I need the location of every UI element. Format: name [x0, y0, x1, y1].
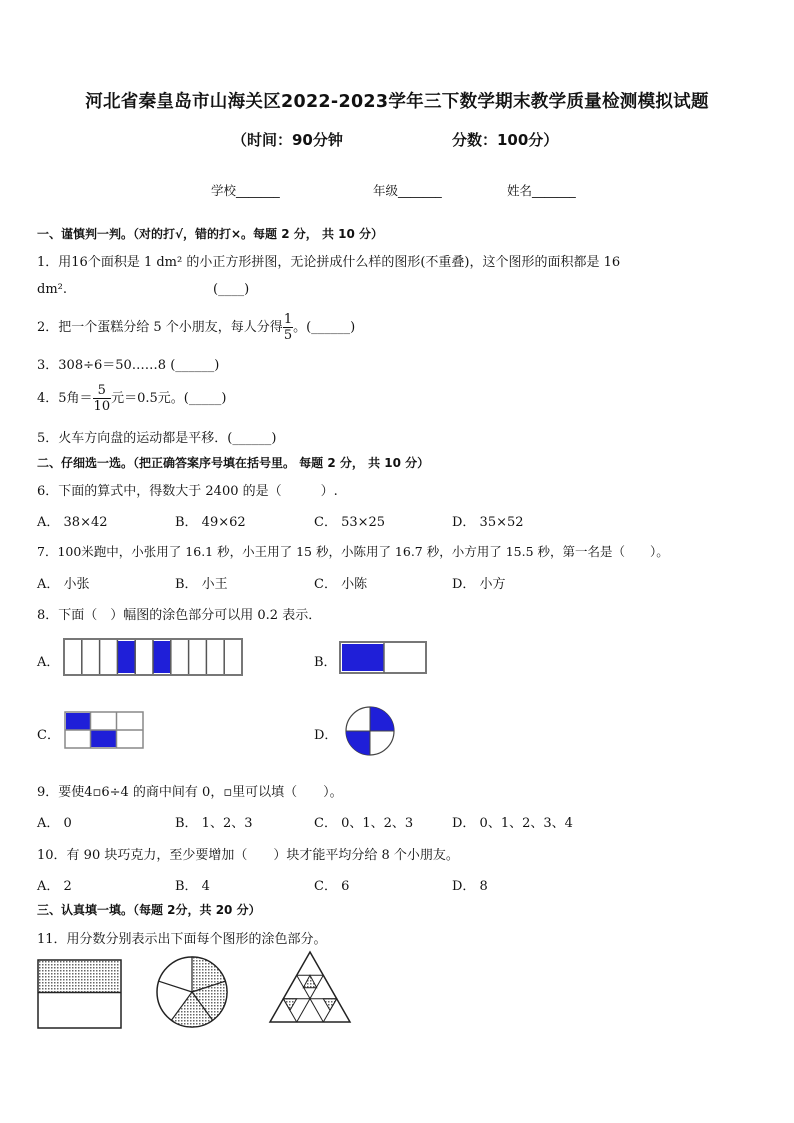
q8-figure-c: [64, 711, 144, 749]
q8-label-c[interactable]: C．: [37, 728, 60, 743]
q6-option-c[interactable]: C． 53×25: [314, 515, 386, 530]
question-8: 8．下面（ ）幅图的涂色部分可以用 0.2 表示．: [37, 608, 322, 623]
grade-field[interactable]: 年级_______: [373, 183, 442, 198]
q7-option-a[interactable]: A． 小张: [37, 577, 90, 592]
q8-figure-a: [63, 638, 243, 676]
q7-option-d[interactable]: D． 小方: [452, 577, 506, 592]
question-2: [37, 313, 355, 342]
q9-option-d[interactable]: D． 0、1、2、3、4: [452, 816, 573, 831]
question-2-blank[interactable]: 。(______): [293, 320, 356, 335]
question-4-blank[interactable]: 元＝0.5元。(_____): [111, 391, 227, 406]
question-4: [37, 384, 226, 413]
fraction-denominator: 5: [283, 328, 293, 343]
q6-option-b[interactable]: B． 49×62: [175, 515, 246, 530]
question-5: 5．火车方向盘的运动都是平移．(______): [37, 431, 277, 446]
q8-figure-b: [339, 641, 427, 674]
q10-option-c[interactable]: C． 6: [314, 879, 350, 894]
fraction-numerator: 1: [283, 312, 293, 327]
fraction-five-tenths: [93, 384, 112, 413]
fraction-one-fifth: [283, 313, 293, 342]
section-1-heading: 一、谨慎判一判。（对的打√，错的打×。每题 2 分， 共 10 分）: [37, 227, 383, 241]
fraction-denominator: 10: [93, 399, 111, 414]
q9-option-b[interactable]: B． 1、2、3: [175, 816, 253, 831]
q11-figure-rectangle: [36, 958, 124, 1030]
q8-label-b[interactable]: B．: [314, 655, 337, 670]
question-4-text: 4．5角＝: [37, 391, 93, 406]
question-1-line1: 1．用16个面积是 1 dm² 的小正方形拼图，无论拼成什么样的图形(不重叠)，这个图形的面积都是 16: [37, 255, 621, 270]
question-1-blank[interactable]: (____): [213, 282, 250, 297]
exam-time: （时间：90分钟: [232, 131, 343, 149]
school-field[interactable]: 学校_______: [211, 183, 280, 198]
section-2-heading: 二、仔细选一选。（把正确答案序号填在括号里。 每题 2 分， 共 10 分）: [37, 456, 430, 470]
fraction-numerator: 5: [93, 384, 112, 399]
question-7: 7．100米跑中，小张用了 16.1 秒，小王用了 15 秒，小陈用了 16.7 秒，小方用了 15.5 秒，第一名是（ ）。: [37, 544, 669, 559]
section-3-heading: 三、认真填一填。（每题 2分，共 20 分）: [37, 903, 261, 917]
question-2-text: 2．把一个蛋糕分给 5 个小朋友，每人分得: [37, 320, 283, 335]
name-field[interactable]: 姓名_______: [507, 183, 576, 198]
q10-option-a[interactable]: A． 2: [37, 879, 72, 894]
q9-option-c[interactable]: C． 0、1、2、3: [314, 816, 414, 831]
q7-option-b[interactable]: B． 小王: [175, 577, 228, 592]
question-6: 6．下面的算式中，得数大于 2400 的是（ ）.: [37, 484, 338, 499]
q6-option-a[interactable]: A． 38×42: [37, 515, 108, 530]
question-11: 11．用分数分别表示出下面每个图形的涂色部分。: [37, 932, 327, 947]
exam-score: 分数：100分）: [452, 131, 559, 149]
q8-figure-d: [344, 705, 396, 757]
q10-option-b[interactable]: B． 4: [175, 879, 210, 894]
question-3: 3．308÷6＝50……8 (______): [37, 358, 220, 373]
q10-option-d[interactable]: D． 8: [452, 879, 488, 894]
q11-figure-circle: [154, 954, 230, 1030]
q7-option-c[interactable]: C． 小陈: [314, 577, 368, 592]
q8-label-a[interactable]: A．: [37, 655, 60, 670]
question-1-line2: dm².: [37, 282, 67, 297]
q9-option-a[interactable]: A． 0: [37, 816, 72, 831]
q8-label-d[interactable]: D．: [314, 728, 338, 743]
page-title: 河北省秦皇岛市山海关区2022-2023学年三下数学期末教学质量检测模拟试题: [85, 92, 709, 112]
question-10: 10．有 90 块巧克力，至少要增加（ ）块才能平均分给 8 个小朋友。: [37, 848, 459, 863]
q6-option-d[interactable]: D． 35×52: [452, 515, 524, 530]
q11-figure-triangle: [268, 950, 352, 1026]
question-9: 9．要使4▫6÷4 的商中间有 0，▫里可以填（ ）。: [37, 785, 343, 800]
